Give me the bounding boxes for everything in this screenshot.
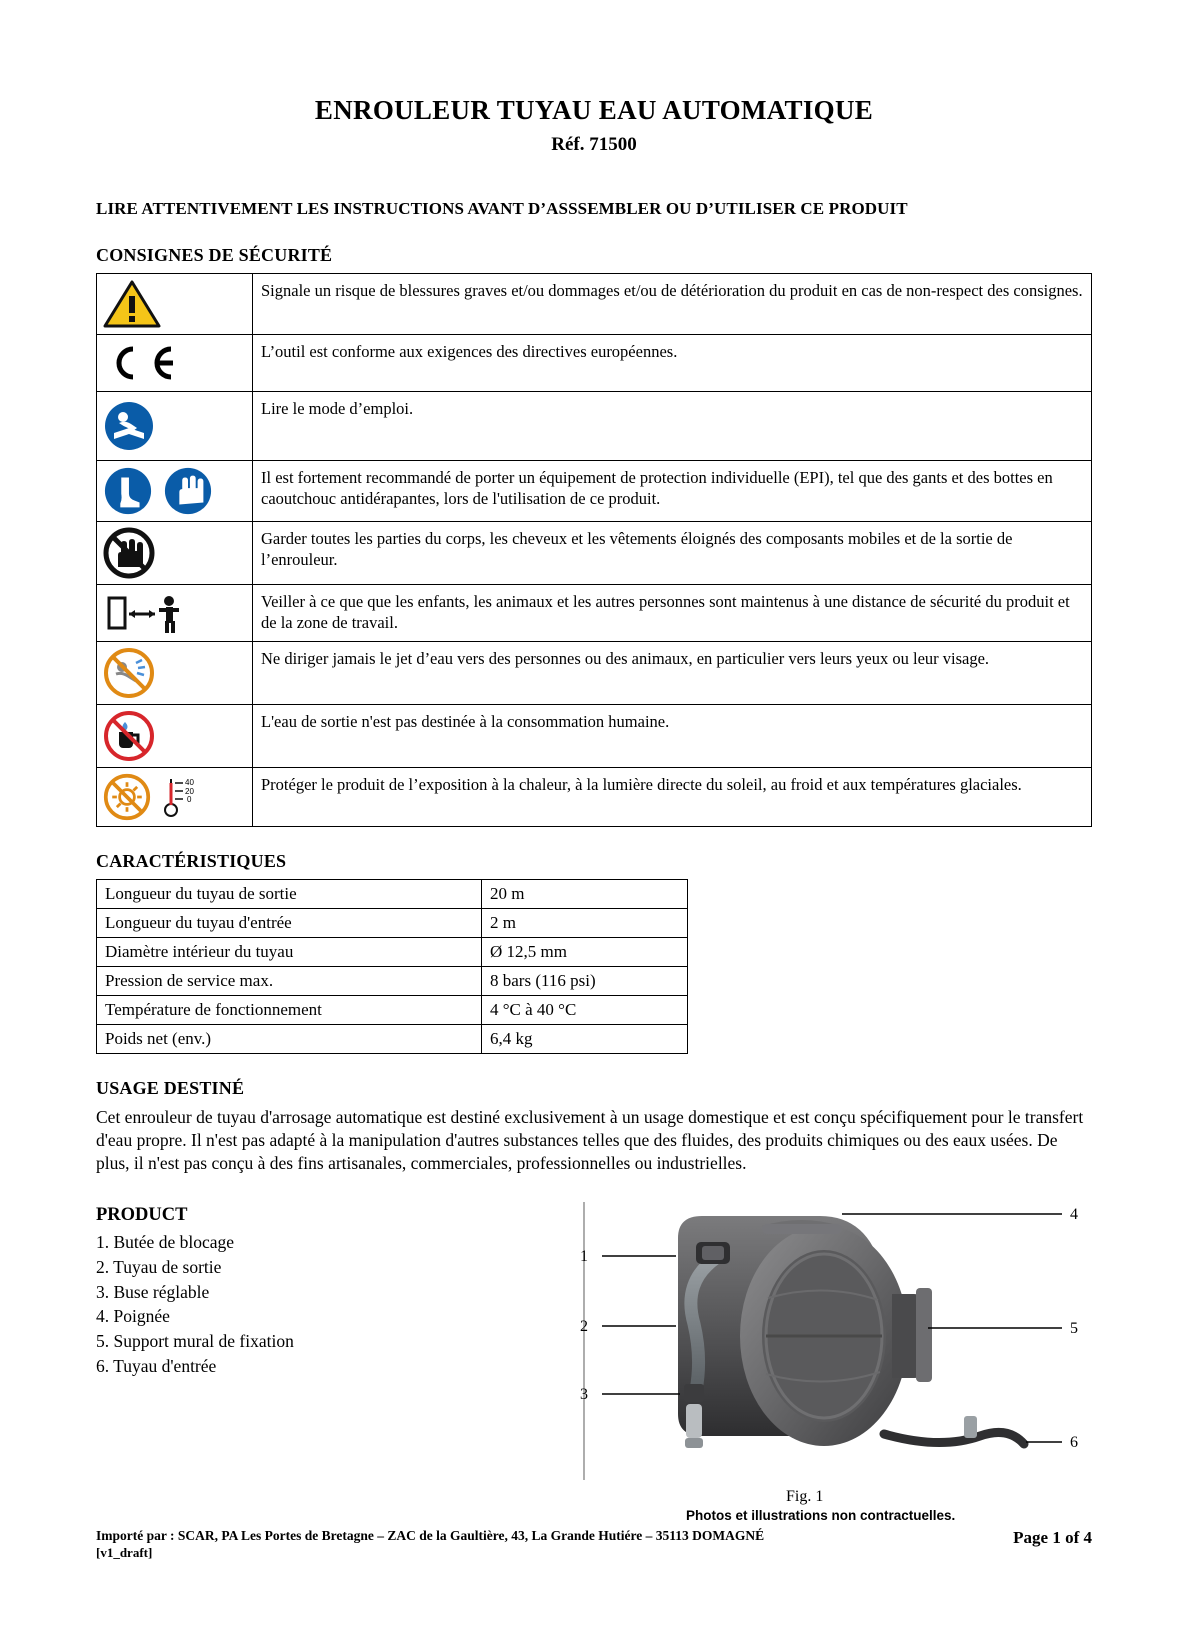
- char-value: 6,4 kg: [482, 1024, 688, 1053]
- safety-text: Lire le mode d’emploi.: [253, 391, 1092, 460]
- footer-page-number: Page 1 of 4: [1013, 1528, 1092, 1547]
- list-item: 1. Butée de blocage: [96, 1231, 235, 1252]
- table-row: [97, 937, 688, 966]
- table-row: [97, 966, 688, 995]
- safety-icon-cell: [97, 584, 253, 641]
- char-label: Poids net (env.): [97, 1024, 482, 1053]
- safety-icon-cell: [97, 704, 253, 767]
- char-value: 4 °C à 40 °C: [482, 995, 688, 1024]
- usage-text: Cet enrouleur de tuyau d'arrosage automatique est destiné exclusivement à un usage domestique et est conçu spécifiquement pour le transfert d'eau propre. Il n'est pas adapté à la manipulation d'autres substances telles que des fluides, des produits chimiques ou des eaux usées. De plus, il n'est pas conçu à des fins artisanales, commerciales, professionnelles ou industrielles.: [96, 1106, 1084, 1174]
- safety-text: Garder toutes les parties du corps, les cheveux et les vêtements éloignés des composants mobiles et de la sortie de l’enrouleur.: [253, 521, 1092, 584]
- safety-icon-cell: [97, 273, 253, 334]
- keep-distance-icon: [103, 590, 193, 636]
- footer-importer: Importé par : SCAR, PA Les Portes de Bretagne – ZAC de la Gaultière, 43, La Grande Hutiére – 35113 DOMAGNÉ: [96, 1528, 765, 1543]
- safety-icon-cell: [97, 334, 253, 391]
- svg-text:40: 40: [185, 777, 194, 787]
- table-row: [97, 391, 1092, 460]
- safety-icon-cell: [97, 521, 253, 584]
- no-spray-at-people-icon: [103, 647, 155, 699]
- svg-text:20: 20: [185, 786, 194, 796]
- product-diagram: [566, 1198, 1096, 1488]
- svg-text:6: 6: [1070, 1433, 1078, 1451]
- page-title: ENROULEUR TUYAU EAU AUTOMATIQUE: [314, 95, 874, 125]
- char-label: Température de fonctionnement: [97, 995, 482, 1024]
- table-row: [97, 460, 1092, 521]
- char-label: Longueur du tuyau d'entrée: [97, 908, 482, 937]
- svg-text:0: 0: [187, 794, 192, 804]
- table-row: [97, 1024, 688, 1053]
- list-item: 5. Support mural de fixation: [96, 1331, 294, 1352]
- safety-text: Ne diriger jamais le jet d’eau vers des personnes ou des animaux, en particulier vers leurs yeux ou leur visage.: [253, 641, 1092, 704]
- safety-heading: CONSIGNES DE SÉCURITÉ: [96, 244, 333, 265]
- characteristics-table: [96, 879, 688, 1054]
- svg-text:1: 1: [580, 1247, 588, 1265]
- list-item: 3. Buse réglable: [96, 1281, 210, 1302]
- no-sun-icon: [103, 773, 151, 821]
- list-item: 6. Tuyau d'entrée: [96, 1356, 217, 1377]
- safety-text: Protéger le produit de l’exposition à la chaleur, à la lumière directe du soleil, au froid et aux températures glaciales.: [253, 767, 1092, 826]
- lead-warning: LIRE ATTENTIVEMENT LES INSTRUCTIONS AVANT D’ASSSEMBLER OU D’UTILISER CE PRODUIT: [96, 198, 908, 218]
- product-reference: Réf. 71500: [551, 133, 637, 155]
- not-drinking-water-icon: [103, 710, 155, 762]
- char-label: Longueur du tuyau de sortie: [97, 879, 482, 908]
- read-manual-icon: [103, 400, 155, 452]
- product-section: [96, 1202, 1092, 1523]
- safety-table: [96, 273, 1092, 827]
- page-footer: [96, 1528, 1092, 1561]
- figure-note: Photos et illustrations non contractuelles.: [686, 1507, 956, 1523]
- safety-icon-cell: [97, 391, 253, 460]
- ce-mark-icon: [103, 343, 179, 383]
- safety-icon-cell: [97, 460, 253, 521]
- char-value: Ø 12,5 mm: [482, 937, 688, 966]
- wear-gloves-icon: [163, 466, 213, 516]
- safety-icon-cell: [97, 767, 253, 826]
- svg-text:4: 4: [1070, 1205, 1078, 1223]
- svg-text:5: 5: [1070, 1319, 1078, 1337]
- safety-text: L'eau de sortie n'est pas destinée à la consommation humaine.: [253, 704, 1092, 767]
- char-label: Pression de service max.: [97, 966, 482, 995]
- table-row: [97, 334, 1092, 391]
- table-row: [97, 704, 1092, 767]
- table-row: [97, 521, 1092, 584]
- char-value: 8 bars (116 psi): [482, 966, 688, 995]
- char-value: 2 m: [482, 908, 688, 937]
- list-item: 4. Poignée: [96, 1306, 170, 1327]
- product-parts-list: [96, 1202, 426, 1379]
- warning-triangle-icon: [103, 279, 161, 329]
- table-row: [97, 879, 688, 908]
- footer-draft-tag: [v1_draft]: [96, 1544, 153, 1560]
- table-row: [97, 908, 688, 937]
- list-item: 2. Tuyau de sortie: [96, 1256, 222, 1277]
- table-row: [97, 273, 1092, 334]
- table-row: [97, 767, 1092, 826]
- characteristics-heading: CARACTÉRISTIQUES: [96, 850, 287, 871]
- safety-text: Veiller à ce que que les enfants, les animaux et les autres personnes sont maintenus à une distance de sécurité du produit et de la zone de travail.: [253, 584, 1092, 641]
- svg-text:2: 2: [580, 1317, 588, 1335]
- table-row: [97, 584, 1092, 641]
- safety-text: Il est fortement recommandé de porter un équipement de protection individuelle (EPI), tel que des gants et des bottes en caoutchouc antidérapantes, lors de l'utilisation de ce produit.: [253, 460, 1092, 521]
- safety-text: Signale un risque de blessures graves et/ou dommages et/ou de détérioration du produit en cas de non-respect des consignes.: [253, 273, 1092, 334]
- safety-icon-cell: [97, 641, 253, 704]
- document-page: [0, 96, 1188, 1632]
- temperature-range-icon: [161, 773, 205, 821]
- no-hands-moving-parts-icon: [103, 527, 155, 579]
- char-label: Diamètre intérieur du tuyau: [97, 937, 482, 966]
- wear-boots-icon: [103, 466, 153, 516]
- svg-text:3: 3: [580, 1385, 588, 1403]
- usage-heading: USAGE DESTINÉ: [96, 1077, 245, 1098]
- figure-caption: Fig. 1: [786, 1487, 824, 1505]
- table-row: [97, 641, 1092, 704]
- product-heading: PRODUCT: [96, 1204, 188, 1225]
- safety-text: L’outil est conforme aux exigences des directives européennes.: [253, 334, 1092, 391]
- table-row: [97, 995, 688, 1024]
- char-value: 20 m: [482, 879, 688, 908]
